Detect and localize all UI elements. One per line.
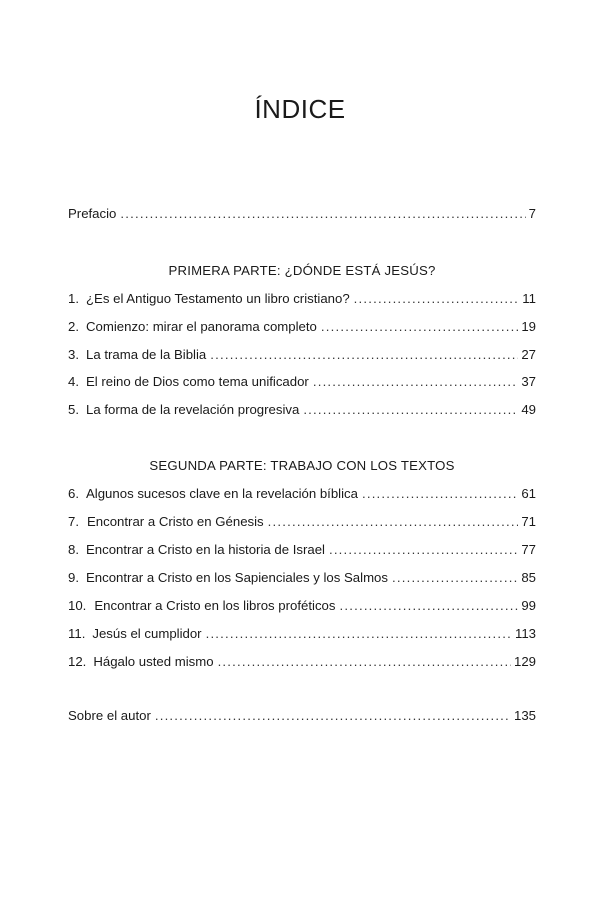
toc-entry-about-author: [68, 707, 536, 725]
dot-leader: [210, 346, 518, 364]
toc-entry: [68, 373, 536, 391]
toc-entry-preface: [68, 205, 536, 223]
toc-entry-number: 3.: [68, 347, 79, 362]
toc-entry-label: Sobre el autor: [68, 708, 151, 723]
toc-entry-label: Hágalo usted mismo: [93, 654, 214, 669]
toc-entry-label: Encontrar a Cristo en los Sapienciales y los Salmos: [86, 570, 388, 585]
dot-leader: [321, 318, 518, 336]
toc-entry: [68, 346, 536, 364]
toc-entry: [68, 653, 536, 671]
dot-leader: [120, 205, 525, 223]
toc-entry-label: Algunos sucesos clave en la revelación bíblica: [86, 486, 358, 501]
toc-entry-page: 19: [521, 319, 536, 334]
toc-entry: [68, 625, 536, 643]
toc-entry: [68, 541, 536, 559]
toc-entry-number: 12.: [68, 654, 87, 669]
dot-leader: [268, 513, 519, 531]
toc-entry-page: 135: [513, 708, 536, 723]
toc-entry: [68, 597, 536, 615]
toc-entry-label: Jesús el cumplidor: [92, 626, 202, 641]
toc-entry-page: 49: [521, 402, 536, 417]
toc-entry-label: Encontrar a Cristo en Génesis: [87, 514, 264, 529]
toc-entry-number: 6.: [68, 486, 79, 501]
toc-entry-label: ¿Es el Antiguo Testamento un libro cristiano?: [86, 291, 350, 306]
toc-entry: [68, 290, 536, 308]
toc-entry-page: 113: [514, 626, 536, 641]
toc-entry-number: 8.: [68, 542, 79, 557]
toc-entry-page: 77: [521, 542, 536, 557]
toc-entry-number: 9.: [68, 570, 79, 585]
toc-entry-number: 10.: [68, 598, 87, 613]
toc-entry-number: 5.: [68, 402, 79, 417]
toc-entry: [68, 401, 536, 419]
dot-leader: [218, 653, 511, 671]
toc-entry-page: 7: [528, 206, 536, 221]
toc-entry-label: Comienzo: mirar el panorama completo: [86, 319, 317, 334]
toc-entry-number: 2.: [68, 319, 79, 334]
toc-entry-page: 11: [522, 291, 536, 306]
toc-entry-page: 37: [521, 374, 536, 389]
toc-entry-page: 71: [521, 514, 536, 529]
toc-entry-page: 99: [521, 598, 536, 613]
toc-entry: [68, 485, 536, 503]
dot-leader: [329, 541, 518, 559]
dot-leader: [340, 597, 519, 615]
dot-leader: [354, 290, 520, 308]
page-title: ÍNDICE: [254, 94, 346, 124]
toc-entry-label: La trama de la Biblia: [86, 347, 207, 362]
toc-entry-page: 27: [521, 347, 536, 362]
toc-entry-number: 1.: [68, 291, 79, 306]
toc-entry-page: 61: [521, 486, 536, 501]
toc-entry-page: 85: [521, 570, 536, 585]
toc-entry: [68, 318, 536, 336]
dot-leader: [155, 707, 511, 725]
part-one-heading: PRIMERA PARTE: ¿DÓNDE ESTÁ JESÚS?: [168, 263, 436, 278]
toc-entry-label: La forma de la revelación progresiva: [86, 402, 300, 417]
toc-entry-number: 11.: [68, 626, 86, 641]
toc-entry-label: Encontrar a Cristo en los libros proféticos: [94, 598, 336, 613]
dot-leader: [303, 401, 518, 419]
toc-entry-page: 129: [513, 654, 536, 669]
part-two-heading: SEGUNDA PARTE: TRABAJO CON LOS TEXTOS: [149, 458, 455, 473]
dot-leader: [362, 485, 518, 503]
dot-leader: [392, 569, 518, 587]
toc-entry-label: Encontrar a Cristo en la historia de Israel: [86, 542, 325, 557]
toc-entry: [68, 513, 536, 531]
toc-entry-label: Prefacio: [68, 206, 117, 221]
toc-entry-label: El reino de Dios como tema unificador: [86, 374, 309, 389]
dot-leader: [206, 625, 512, 643]
toc-entry-number: 4.: [68, 374, 79, 389]
toc-entry: [68, 569, 536, 587]
dot-leader: [313, 373, 518, 391]
toc-entry-number: 7.: [68, 514, 79, 529]
